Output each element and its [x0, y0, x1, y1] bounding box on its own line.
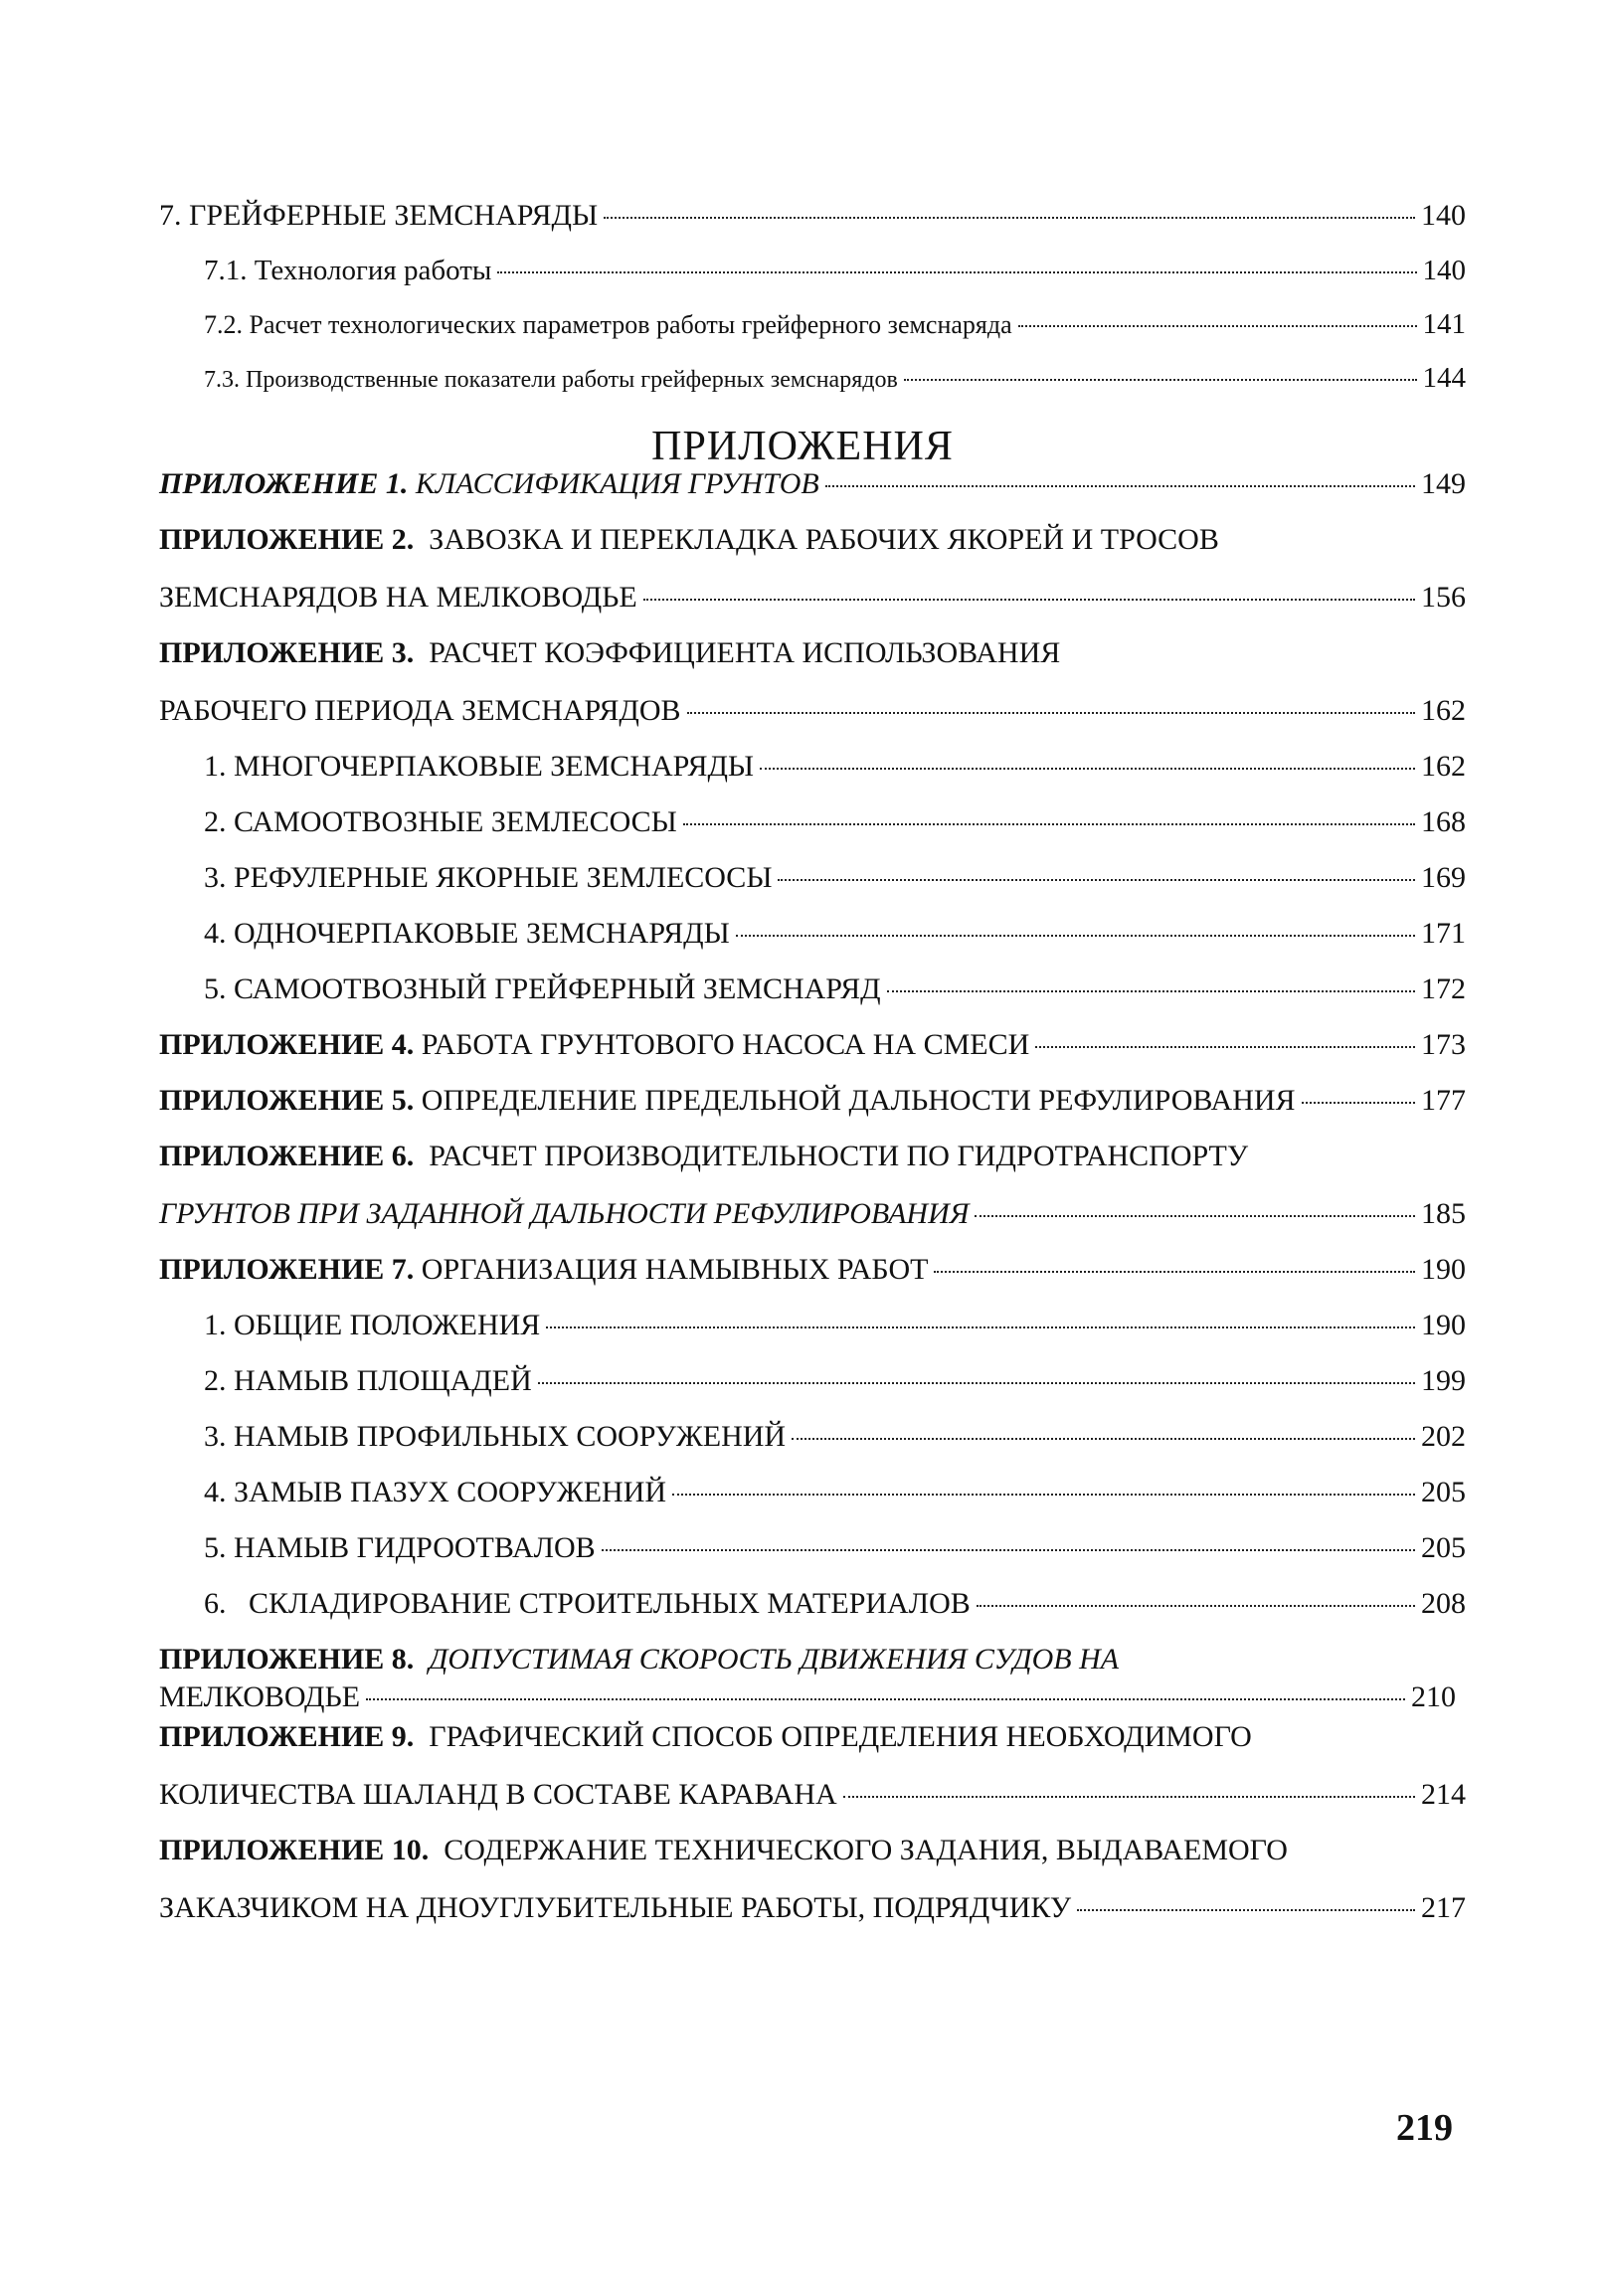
- leader-dots: [904, 379, 1417, 381]
- leader-dots: [602, 1549, 1415, 1551]
- page-number: 219: [1396, 2107, 1453, 2149]
- leader-dots: [887, 990, 1415, 992]
- toc-entry-title: СОДЕРЖАНИЕ ТЕХНИЧЕСКОГО ЗАДАНИЯ, ВЫДАВАЕМОГО: [444, 1834, 1288, 1866]
- toc-entry-title: РАСЧЕТ ПРОИЗВОДИТЕЛЬНОСТИ ПО ГИДРОТРАНСПОРТУ: [429, 1140, 1249, 1172]
- toc-entry-title: ОПРЕДЕЛЕНИЕ ПРЕДЕЛЬНОЙ ДАЛЬНОСТИ РЕФУЛИРОВАНИЯ: [421, 1084, 1296, 1117]
- toc-entry-title: 7.1. Технология работы: [204, 255, 492, 286]
- toc-entry-appendix-9-cont: [159, 1778, 1466, 1818]
- appendix-label: ПРИЛОЖЕНИЕ 2.: [159, 523, 415, 556]
- appendix-label: ПРИЛОЖЕНИЕ 7.: [159, 1253, 415, 1286]
- leader-dots: [1018, 325, 1417, 327]
- toc-entry-page: 171: [1421, 917, 1466, 950]
- toc-entry-7-3: [204, 362, 1466, 402]
- toc-subentry: [204, 1309, 1466, 1348]
- leader-dots: [760, 768, 1415, 770]
- leader-dots: [736, 935, 1415, 937]
- appendix-label: ПРИЛОЖЕНИЕ 9.: [159, 1720, 415, 1753]
- toc-entry-appendix-2: [159, 523, 1219, 557]
- toc-entry-appendix-9: [159, 1720, 1252, 1754]
- toc-subentry: [204, 1531, 1466, 1571]
- toc-entry-page: 177: [1421, 1084, 1466, 1117]
- toc-entry-title: 7. ГРЕЙФЕРНЫЕ ЗЕМСНАРЯДЫ: [159, 199, 599, 232]
- toc-entry-title: ГРАФИЧЕСКИЙ СПОСОБ ОПРЕДЕЛЕНИЯ НЕОБХОДИМОГО: [429, 1720, 1252, 1753]
- toc-entry-page: 190: [1421, 1253, 1466, 1286]
- toc-entry-title: ДОПУСТИМАЯ СКОРОСТЬ ДВИЖЕНИЯ СУДОВ НА: [429, 1643, 1120, 1676]
- toc-subentry: [204, 750, 1466, 790]
- appendix-label: ПРИЛОЖЕНИЕ 1.: [159, 467, 409, 500]
- leader-dots: [1302, 1102, 1415, 1104]
- leader-dots: [538, 1382, 1415, 1384]
- toc-entry-page: 156: [1421, 581, 1466, 614]
- leader-dots: [975, 1215, 1415, 1217]
- leader-dots: [792, 1438, 1415, 1440]
- toc-entry-page: 205: [1421, 1531, 1466, 1564]
- toc-entry-page: 140: [1421, 199, 1466, 232]
- toc-entry-title: ЗЕМСНАРЯДОВ НА МЕЛКОВОДЬЕ: [159, 581, 637, 614]
- toc-entry-title: 1. МНОГОЧЕРПАКОВЫЕ ЗЕМСНАРЯДЫ: [204, 750, 755, 783]
- toc-entry-title: 4. ЗАМЫВ ПАЗУХ СООРУЖЕНИЙ: [204, 1476, 667, 1508]
- toc-subentry: [204, 1476, 1466, 1515]
- toc-entry-appendix-10: [159, 1834, 1288, 1867]
- toc-entry-appendix-8: [159, 1643, 1119, 1677]
- toc-entry-appendix-3-cont: [159, 694, 1466, 734]
- toc-entry-title: 3. НАМЫВ ПРОФИЛЬНЫХ СООРУЖЕНИЙ: [204, 1420, 787, 1453]
- toc-entry-page: 144: [1422, 362, 1466, 394]
- leader-dots: [366, 1698, 1405, 1700]
- toc-entry-page: 162: [1421, 694, 1466, 727]
- toc-entry-appendix-3: [159, 636, 1060, 670]
- toc-entry-title: РАБОТА ГРУНТОВОГО НАСОСА НА СМЕСИ: [421, 1028, 1030, 1061]
- appendices-heading: ПРИЛОЖЕНИЯ: [651, 424, 954, 469]
- toc-entry-title: МЕЛКОВОДЬЕ: [159, 1680, 361, 1713]
- toc-entry-title: КОЛИЧЕСТВА ШАЛАНД В СОСТАВЕ КАРАВАНА: [159, 1778, 837, 1811]
- toc-entry-title: РАСЧЕТ КОЭФФИЦИЕНТА ИСПОЛЬЗОВАНИЯ: [429, 636, 1061, 669]
- leader-dots: [825, 485, 1415, 487]
- toc-entry-page: 185: [1421, 1197, 1466, 1230]
- toc-entry-title: 7.3. Производственные показатели работы грейферных земснарядов: [204, 367, 898, 393]
- toc-subentry: [204, 805, 1466, 845]
- toc-entry-page: 190: [1421, 1309, 1466, 1341]
- toc-subentry: [204, 917, 1466, 957]
- toc-entry-appendix-6: [159, 1140, 1248, 1173]
- toc-entry-title: ЗАКАЗЧИКОМ НА ДНОУГЛУБИТЕЛЬНЫЕ РАБОТЫ, ПОДРЯДЧИКУ: [159, 1891, 1072, 1924]
- toc-entry-title: КЛАССИФИКАЦИЯ ГРУНТОВ: [415, 467, 819, 500]
- toc-entry-page: 210: [1411, 1680, 1456, 1713]
- toc-subentry: [204, 972, 1466, 1012]
- toc-entry-title: 5. САМООТВОЗНЫЙ ГРЕЙФЕРНЫЙ ЗЕМСНАРЯД: [204, 972, 881, 1005]
- appendix-label: ПРИЛОЖЕНИЕ 8.: [159, 1643, 415, 1676]
- toc-subentry: [204, 1587, 1466, 1627]
- leader-dots: [843, 1796, 1415, 1798]
- toc-entry-page: 202: [1421, 1420, 1466, 1453]
- leader-dots: [1035, 1046, 1415, 1048]
- toc-subentry: [204, 861, 1466, 901]
- toc-entry-title: 6. СКЛАДИРОВАНИЕ СТРОИТЕЛЬНЫХ МАТЕРИАЛОВ: [204, 1587, 971, 1620]
- toc-entry-7-1: [204, 255, 1466, 294]
- toc-entry-title: 3. РЕФУЛЕРНЫЕ ЯКОРНЫЕ ЗЕМЛЕСОСЫ: [204, 861, 773, 894]
- toc-entry-title: РАБОЧЕГО ПЕРИОДА ЗЕМСНАРЯДОВ: [159, 694, 681, 727]
- toc-entry-page: 141: [1422, 308, 1466, 340]
- toc-entry-page: 199: [1421, 1364, 1466, 1397]
- toc-entry-page: 168: [1421, 805, 1466, 838]
- leader-dots: [1077, 1909, 1415, 1911]
- toc-entry-title: ГРУНТОВ ПРИ ЗАДАННОЙ ДАЛЬНОСТИ РЕФУЛИРОВАНИЯ: [159, 1197, 970, 1230]
- toc-entry-page: 149: [1421, 467, 1466, 500]
- toc-entry-title: 1. ОБЩИЕ ПОЛОЖЕНИЯ: [204, 1309, 541, 1341]
- toc-entry-title: ОРГАНИЗАЦИЯ НАМЫВНЫХ РАБОТ: [421, 1253, 929, 1286]
- toc-entry-appendix-1: [159, 467, 1466, 507]
- toc-subentry: [204, 1364, 1466, 1404]
- toc-entry-title: 5. НАМЫВ ГИДРООТВАЛОВ: [204, 1531, 596, 1564]
- toc-entry-title: 4. ОДНОЧЕРПАКОВЫЕ ЗЕМСНАРЯДЫ: [204, 917, 730, 950]
- toc-entry-7-2: [204, 308, 1466, 348]
- leader-dots: [778, 879, 1415, 881]
- toc-entry-page: 208: [1421, 1587, 1466, 1620]
- toc-entry-appendix-6-cont: [159, 1197, 1466, 1237]
- toc-entry-title: 2. САМООТВОЗНЫЕ ЗЕМЛЕСОСЫ: [204, 805, 677, 838]
- leader-dots: [687, 712, 1416, 714]
- toc-entry-title: 7.2. Расчет технологических параметров работы грейферного земснаряда: [204, 310, 1012, 339]
- toc-entry-appendix-10-cont: [159, 1891, 1466, 1931]
- appendix-label: ПРИЛОЖЕНИЕ 4.: [159, 1028, 415, 1061]
- leader-dots: [683, 823, 1415, 825]
- toc-entry-appendix-4: [159, 1028, 1466, 1068]
- toc-entry-page: 172: [1421, 972, 1466, 1005]
- toc-entry-section-7: [159, 199, 1466, 239]
- appendix-label: ПРИЛОЖЕНИЕ 10.: [159, 1834, 430, 1866]
- toc-entry-title: ЗАВОЗКА И ПЕРЕКЛАДКА РАБОЧИХ ЯКОРЕЙ И ТРОСОВ: [429, 523, 1219, 556]
- appendix-label: ПРИЛОЖЕНИЕ 3.: [159, 636, 415, 669]
- leader-dots: [604, 217, 1415, 219]
- appendix-label: ПРИЛОЖЕНИЕ 6.: [159, 1140, 415, 1172]
- leader-dots: [643, 599, 1415, 601]
- toc-entry-appendix-5: [159, 1084, 1466, 1124]
- toc-entry-appendix-2-cont: [159, 581, 1466, 620]
- toc-entry-page: 205: [1421, 1476, 1466, 1508]
- toc-entry-page: 169: [1421, 861, 1466, 894]
- toc-subentry: [204, 1420, 1466, 1460]
- leader-dots: [672, 1494, 1415, 1496]
- toc-entry-title: 2. НАМЫВ ПЛОЩАДЕЙ: [204, 1364, 532, 1397]
- appendix-label: ПРИЛОЖЕНИЕ 5.: [159, 1084, 415, 1117]
- leader-dots: [546, 1326, 1415, 1328]
- leader-dots: [497, 271, 1416, 273]
- toc-entry-page: 140: [1422, 255, 1466, 286]
- toc-entry-page: 214: [1421, 1778, 1466, 1811]
- toc-entry-page: 162: [1421, 750, 1466, 783]
- toc-entry-page: 173: [1421, 1028, 1466, 1061]
- toc-entry-page: 217: [1421, 1891, 1466, 1924]
- leader-dots: [977, 1605, 1415, 1607]
- leader-dots: [934, 1271, 1415, 1273]
- toc-entry-appendix-8-cont: [159, 1680, 1456, 1720]
- toc-entry-appendix-7: [159, 1253, 1466, 1293]
